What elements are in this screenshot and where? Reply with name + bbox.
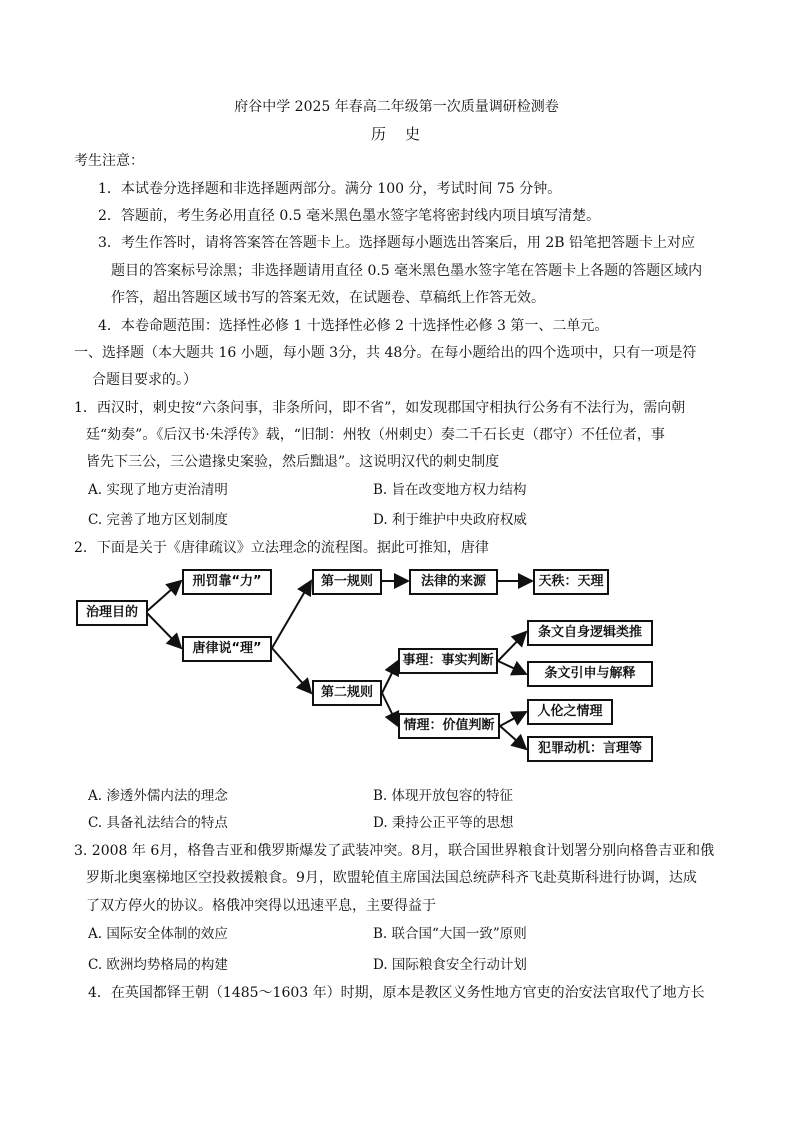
question-3-option-c: C. 欧洲均势格局的构建 [88,957,228,973]
flowchart [76,560,676,775]
flow-leaf-human: 人伦之情理 [527,699,613,725]
question-2-option-c: C. 具备礼法结合的特点 [88,815,228,831]
question-1-option-d: D. 利于维护中央政府权威 [373,512,527,528]
flow-leaf-motive: 犯罪动机：言理等 [527,736,653,762]
question-1-option-a: A. 实现了地方吏治清明 [88,482,228,498]
section-heading: 一、选择题（本大题共 16 小题，每小题 3分，共 48分。在每小题给出的四个选项中，只有一项是符 [74,345,697,361]
question-1-option-b: B. 旨在改变地方权力结构 [373,482,527,498]
question-1-stem: 皆先下三公，三公遣掾史案验，然后黜退”。这说明汉代的刺史制度 [86,454,500,470]
section-heading-continued: 合题目要求的。） [92,372,197,388]
notice-item: 2．答题前，考生务必用直径 0.5 毫米黑色墨水签字笔将密封线内项目填写清楚。 [98,208,601,224]
question-3-stem: 了双方停火的协议。格俄冲突得以迅速平息，主要得益于 [86,898,436,914]
notice-item: 4．本卷命题范围：选择性必修 1 十选择性必修 2 十选择性必修 3 第一、二单元。 [98,318,609,334]
notice-item: 3．考生作答时，请将答案答在答题卡上。选择题每小题选出答案后，用 2B 铅笔把答题卡上对应 [98,235,696,251]
flow-leaf-logic: 条文自身逻辑类推 [527,620,653,646]
question-1-stem: 1．西汉时，刺史按“六条问事，非条所问，即不省”，如发现郡国守相执行公务有不法行为，需向朝 [74,400,686,416]
question-3-option-b: B. 联合国“大国一致”原则 [373,926,527,942]
notice-item: 1．本试卷分选择题和非选择题两部分。满分 100 分，考试时间 75 分钟。 [98,181,562,197]
question-1-stem: 廷“劾奏”。《后汉书·朱浮传》载，“旧制：州牧（州刺史）奏二千石长吏（郡守）不任位者，事 [86,427,665,443]
question-1-option-c: C. 完善了地方区划制度 [88,512,228,528]
question-2-option-d: D. 秉持公正平等的思想 [373,815,514,831]
question-3-stem: 罗斯北奥塞梯地区空投救援粮食。9月，欧盟轮值主席国法国总统萨科齐飞赴莫斯科进行协调，达成 [86,870,697,886]
question-3-option-a: A. 国际安全体制的效应 [88,926,228,942]
question-4-stem: 4．在英国都铎王朝（1485～1603 年）时期，原本是教区义务性地方官吏的治安法官取代了地方长 [88,985,705,1001]
question-2-option-b: B. 体现开放包容的特征 [373,788,514,804]
flow-node-law-source: 法律的来源 [409,569,498,595]
flow-node-value: 情理：价值判断 [398,713,500,739]
exam-title: 府谷中学 2025 年春高二年级第一次质量调研检测卷 [234,99,559,115]
flow-leaf-interpret: 条文引申与解释 [527,661,653,687]
flow-node-rule-1: 第一规则 [312,569,382,595]
notice-item-continued: 题目的答案标号涂黑；非选择题请用直径 0.5 毫米黑色墨水签字笔在答题卡上各题的答题区域内 [111,263,703,279]
notice-item-continued: 作答，超出答题区域书写的答案无效，在试题卷、草稿纸上作答无效。 [111,290,545,306]
question-2-option-a: A. 渗透外儒内法的理念 [88,788,228,804]
subject-title: 历 史 [370,125,422,143]
flow-node-reason: 唐律说“理” [182,636,272,662]
flow-node-root: 治理目的 [76,600,148,626]
question-3-option-d: D. 国际粮食安全行动计划 [373,957,527,973]
flow-node-rule-2: 第二规则 [312,680,382,706]
question-3-stem: 3. 2008 年 6月，格鲁吉亚和俄罗斯爆发了武装冲突。8月，联合国世界粮食计划署分别向格鲁吉亚和俄 [74,843,715,859]
flow-node-fact: 事理：事实判断 [398,648,498,674]
flow-node-force: 刑罚靠“力” [182,569,272,595]
question-2-stem: 2．下面是关于《唐律疏议》立法理念的流程图。据此可推知，唐律 [74,540,489,556]
flow-node-heaven: 天秩：天理 [533,569,609,595]
notice-heading: 考生注意： [74,153,144,169]
